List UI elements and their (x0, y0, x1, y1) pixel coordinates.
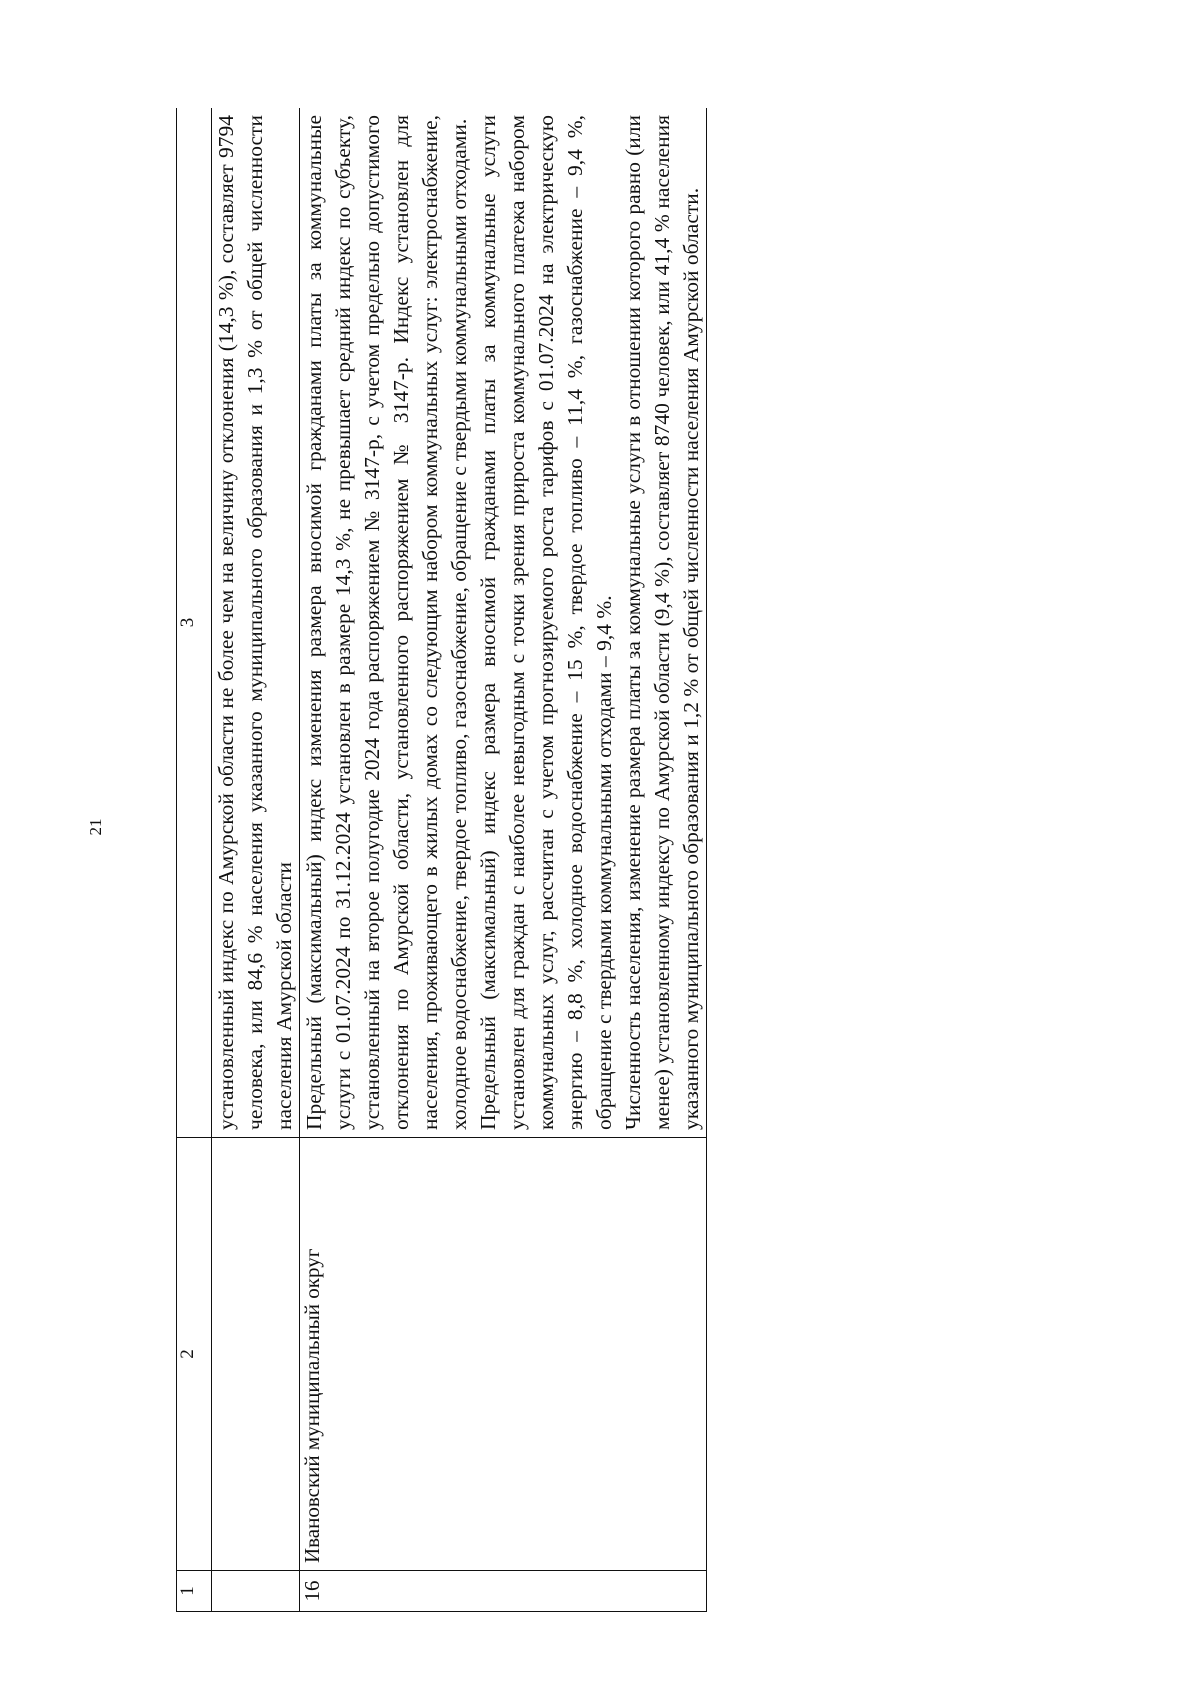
paragraph: Предельный (максимальный) индекс изменения размера вносимой гражданами платы за коммунальные услуги с 01.07.2024 по 31.12.2024 установлен в размере 14,3 %, не превышает средний индекс по субъекту, установленный на второе полугодие 2024 года распоряжением № 3147-р, с учетом предельно допустимого отклонения по Амурской области, установленного распоряжением № 3147-р. Индекс установлен для населения, проживающего в жилых домах со следующим набором коммунальных услуг: электроснабжение, холодное водоснабжение, твердое топливо, газоснабжение, обращение с твердыми коммунальными отходами. (302, 115, 471, 1130)
table-header-row (177, 108, 212, 1612)
paragraph: Предельный (максимальный) индекс размера вносимой гражданами платы за коммунальные услуги установлен для граждан с наиболее невыгодным с точки зрения прироста коммунального платежа набором коммунальных услуг, рассчитан с учетом прогнозируемого роста тарифов с 01.07.2024 на электрическую энергию – 8,8 %, холодное водоснабжение – 15 %, твердое топливо – 11,4 %, газоснабжение – 9,4 %, обращение с твердыми коммунальными отходами – 9,4 %. (476, 115, 616, 1130)
paragraph: установленный индекс по Амурской области не более чем на величину отклонения (14,3 %), составляет 9794 человека, или 84,6 % населения указанного муниципального образования и 1,3 % от общей численности населения Амурской области (214, 115, 296, 1130)
row-number (212, 1571, 300, 1612)
data-table (176, 108, 707, 1612)
municipality-name: Ивановский муниципальный округ (300, 1138, 707, 1571)
row-number: 16 (300, 1571, 707, 1612)
table-row (300, 108, 707, 1612)
municipality-name (212, 1138, 300, 1571)
column-header-2: 2 (177, 1138, 212, 1571)
rotated-sheet (176, 108, 1118, 1612)
paragraph: Численность населения, изменение размера платы за коммунальные услуги в отношении которого равно (или менее) установленному индексу по Амурской области (9,4 %), составляет 8740 человек, или 41,4 % населения указанного муниципального образования и 1,2 % от общей численности населения Амурской области. (621, 115, 703, 1130)
page-number: 21 (86, 818, 105, 836)
row-description (300, 108, 707, 1138)
column-header-1: 1 (177, 1571, 212, 1612)
row-description (212, 108, 300, 1138)
table-row (212, 108, 300, 1612)
column-header-3: 3 (177, 108, 212, 1138)
sheet-content (176, 108, 1118, 1612)
